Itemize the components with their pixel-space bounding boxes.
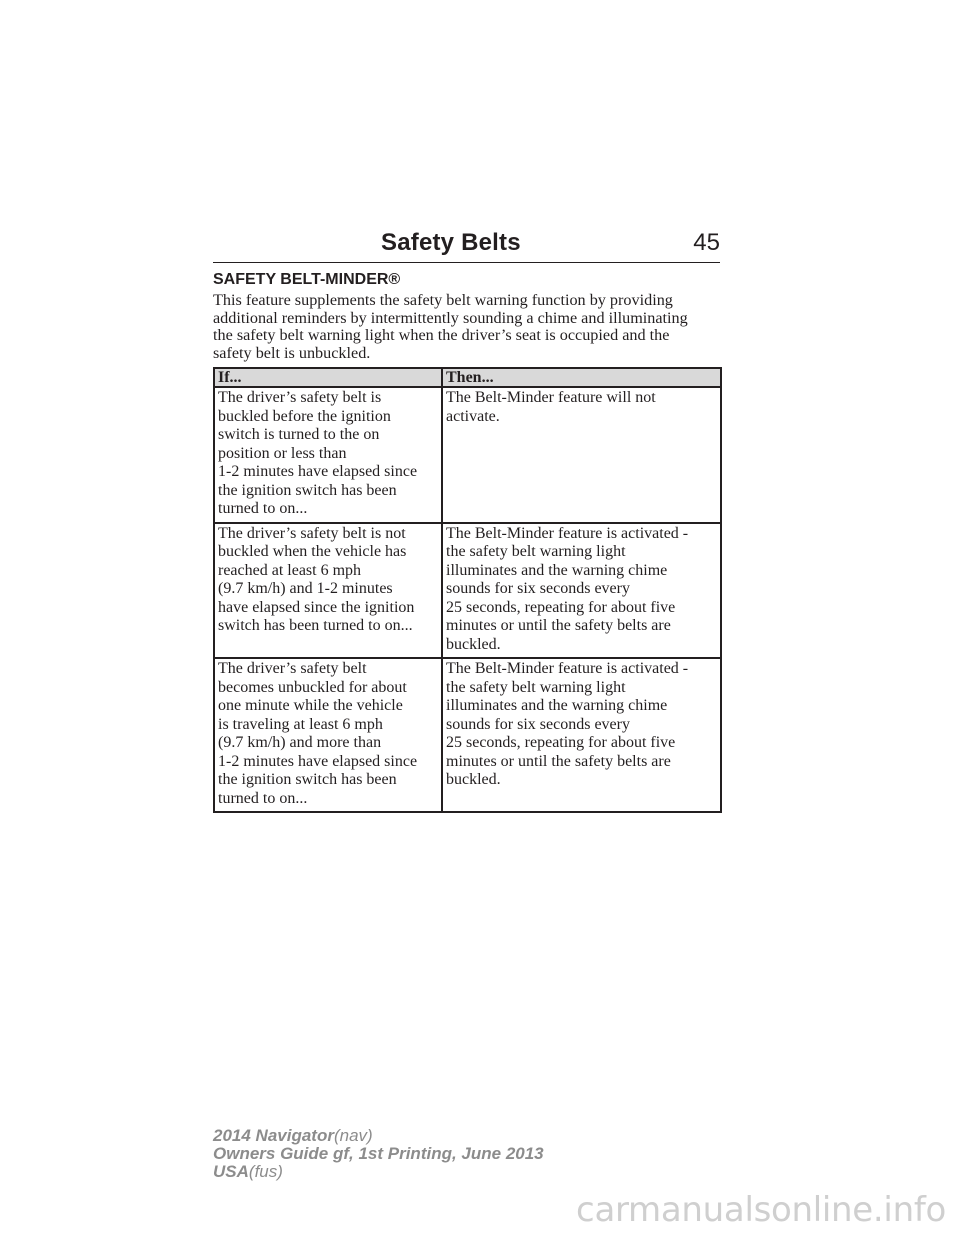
table-row (214, 387, 721, 523)
watermark: carmanualsonline.info (576, 1190, 946, 1230)
page-number: 45 (693, 229, 720, 256)
condition-cell: The driver’s safety belt is buckled before the ignition switch is turned to the on position or less than 1-2 minutes have elapsed since the ignition switch has been turned to on... (214, 387, 442, 523)
footer-line-3 (213, 1163, 544, 1181)
belt-minder-table (213, 367, 722, 813)
table-row (214, 658, 721, 812)
footer-market: USA (213, 1162, 249, 1181)
table-header-row (214, 368, 721, 387)
section-heading: SAFETY BELT-MINDER® (213, 271, 401, 288)
footer-market-code: (fus) (248, 1162, 283, 1181)
column-header-then: Then... (442, 368, 721, 387)
footer-model: 2014 Navigator (213, 1126, 334, 1145)
result-cell: The Belt-Minder feature is activated - the safety belt warning light illuminates and the warning chime sounds for six seconds every 25 seconds, repeating for about five minutes or until the safety belts are buckled. (442, 658, 721, 812)
table-row (214, 523, 721, 659)
document-footer (213, 1127, 544, 1181)
condition-cell: The driver’s safety belt becomes unbuckled for about one minute while the vehicle is traveling at least 6 mph (9.7 km/h) and more than 1-2 minutes have elapsed since the ignition switch has been turned to on... (214, 658, 442, 812)
result-cell: The Belt-Minder feature will not activate. (442, 387, 721, 523)
condition-cell: The driver’s safety belt is not buckled when the vehicle has reached at least 6 mph (9.7 km/h) and 1-2 minutes have elapsed since the ignition switch has been turned to on... (214, 523, 442, 659)
page-title: Safety Belts (381, 229, 521, 256)
footer-model-code: (nav) (333, 1126, 373, 1145)
result-cell: The Belt-Minder feature is activated - the safety belt warning light illuminates and the warning chime sounds for six seconds every 25 seconds, repeating for about five minutes or until the safety belts are buckled. (442, 523, 721, 659)
footer-line-1 (213, 1127, 544, 1145)
page-header (213, 226, 720, 263)
footer-line-2: Owners Guide gf, 1st Printing, June 2013 (213, 1144, 544, 1163)
intro-paragraph: This feature supplements the safety belt warning function by providing additional reminders by intermittently sounding a chime and illuminating the safety belt warning light when the driver’s seat is occupied and the safety belt is unbuckled. (213, 291, 688, 362)
column-header-if: If... (214, 368, 442, 387)
